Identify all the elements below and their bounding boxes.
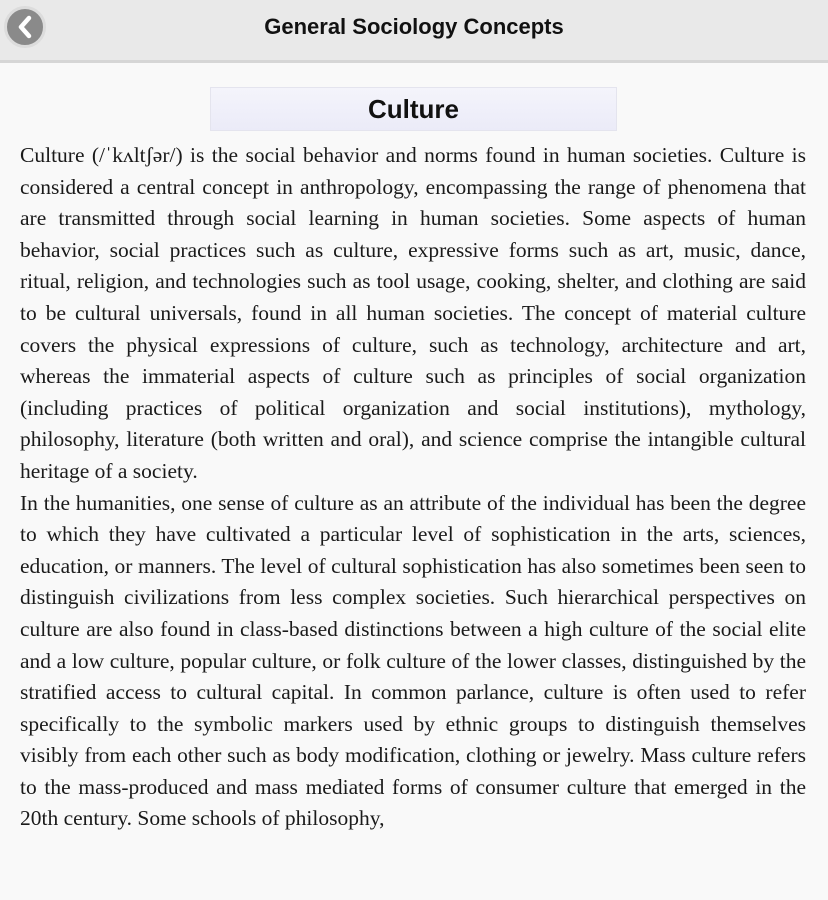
article-title: Culture	[210, 87, 617, 131]
header-title: General Sociology Concepts	[264, 14, 564, 39]
article-paragraph: In the humanities, one sense of culture as an attribute of the individual has been the degree to which they have cultivated a particular level of sophistication in the arts, sciences, education, or manners. The level of cultural sophistication has also sometimes been seen to distinguish civilizations from less complex societies. Such hierarchical perspectives on culture are also found in class-based distinctions between a high culture of the social elite and a low culture, popular culture, or folk culture of the lower classes, distinguished by the stratified access to cultural capital. In common parlance, culture is often used to refer specifically to the symbolic markers used by ethnic groups to distinguish themselves visibly from each other such as body modification, clothing or jewelry. Mass culture refers to the mass-produced and mass mediated forms of consumer culture that emerged in the 20th century. Some schools of philosophy,	[20, 490, 806, 831]
app-header	[0, 0, 828, 63]
article-body	[20, 140, 806, 835]
article-paragraph: Culture (/ˈkʌltʃər/) is the social behavior and norms found in human societies. Culture is considered a central concept in anthropology, encompassing the range of phenomena that are transmitted through social learning in human societies. Some aspects of human behavior, social practices such as culture, expressive forms such as art, music, dance, ritual, religion, and technologies such as tool usage, cooking, shelter, and clothing are said to be cultural universals, found in all human societies. The concept of material culture covers the physical expressions of culture, such as technology, architecture and art, whereas the immaterial aspects of culture such as principles of social organization (including practices of political organization and social institutions), mythology, philosophy, literature (both written and oral), and science comprise the intangible cultural heritage of a society.	[20, 143, 806, 483]
